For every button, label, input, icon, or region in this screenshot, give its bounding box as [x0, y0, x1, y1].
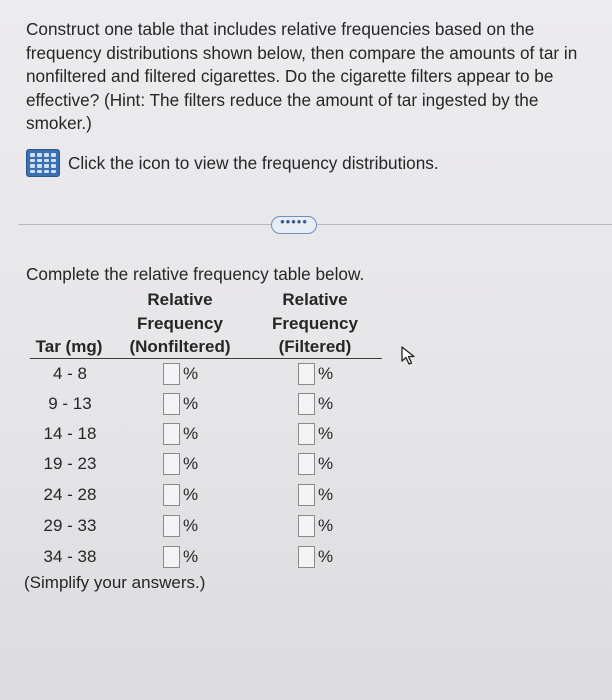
simplify-note: (Simplify your answers.) — [24, 573, 206, 592]
nonfiltered-answer-box[interactable] — [163, 546, 180, 568]
nonfiltered-answer-box[interactable] — [163, 423, 180, 445]
question-text: Construct one table that includes relative frequencies based on the frequency distributions shown below, then compare the amounts of tar in nonfiltered and filtered cigarettes. Do the cigarette filters appear to be effective? (Hint: The filters reduce the amount of tar ingested by the smoker.) — [26, 19, 578, 133]
tar-range: 29 - 33 — [43, 516, 97, 535]
percent-unit: % — [183, 547, 199, 566]
table-row — [0, 393, 400, 423]
filtered-answer-box[interactable] — [298, 393, 315, 415]
filtered-answer-box[interactable] — [298, 363, 315, 385]
expand-more-button[interactable]: ••••• — [271, 216, 317, 234]
percent-unit: % — [183, 516, 199, 535]
table-row — [0, 423, 400, 453]
nonfiltered-answer-box[interactable] — [163, 453, 180, 475]
frequency-distribution-hint — [26, 149, 439, 177]
filtered-answer-box[interactable] — [298, 546, 315, 568]
tar-range: 34 - 38 — [43, 547, 97, 566]
percent-unit: % — [318, 424, 334, 443]
filtered-answer-box[interactable] — [298, 515, 315, 537]
percent-unit: % — [318, 485, 334, 504]
nonfiltered-answer-box[interactable] — [163, 515, 180, 537]
mouse-pointer-icon — [400, 346, 418, 366]
header-filtered-line3: (Filtered) — [278, 337, 352, 356]
icon-hint-label: Click the icon to view the frequency distributions. — [68, 152, 439, 173]
filtered-answer-box[interactable] — [298, 453, 315, 475]
table-icon[interactable] — [26, 149, 60, 177]
filtered-answer-box[interactable] — [298, 484, 315, 506]
percent-unit: % — [183, 485, 199, 504]
header-nonfiltered-line1: Relative — [147, 290, 213, 309]
percent-unit: % — [318, 516, 334, 535]
table-row — [0, 546, 400, 576]
header-nonfiltered-line2: Frequency — [137, 314, 223, 333]
percent-unit: % — [183, 364, 199, 383]
header-nonfiltered-line3: (Nonfiltered) — [129, 337, 231, 356]
percent-unit: % — [183, 394, 199, 413]
percent-unit: % — [183, 454, 199, 473]
tar-range: 14 - 18 — [43, 424, 97, 443]
tar-range: 4 - 8 — [52, 364, 88, 383]
nonfiltered-answer-box[interactable] — [163, 393, 180, 415]
tar-range: 24 - 28 — [43, 485, 97, 504]
table-row — [0, 515, 400, 545]
table-row — [0, 453, 400, 483]
percent-unit: % — [318, 394, 334, 413]
header-underline — [30, 358, 382, 359]
instruction-text: Complete the relative frequency table below. — [26, 264, 365, 284]
percent-unit: % — [318, 547, 334, 566]
table-row — [0, 484, 400, 514]
percent-unit: % — [318, 454, 334, 473]
nonfiltered-answer-box[interactable] — [163, 484, 180, 506]
header-filtered-line1: Relative — [282, 290, 348, 309]
header-tar: Tar (mg) — [35, 337, 103, 356]
nonfiltered-answer-box[interactable] — [163, 363, 180, 385]
tar-range: 9 - 13 — [48, 394, 92, 413]
filtered-answer-box[interactable] — [298, 423, 315, 445]
tar-range: 19 - 23 — [43, 454, 97, 473]
percent-unit: % — [183, 424, 199, 443]
percent-unit: % — [318, 364, 334, 383]
table-row — [0, 363, 400, 393]
header-filtered-line2: Frequency — [272, 314, 358, 333]
